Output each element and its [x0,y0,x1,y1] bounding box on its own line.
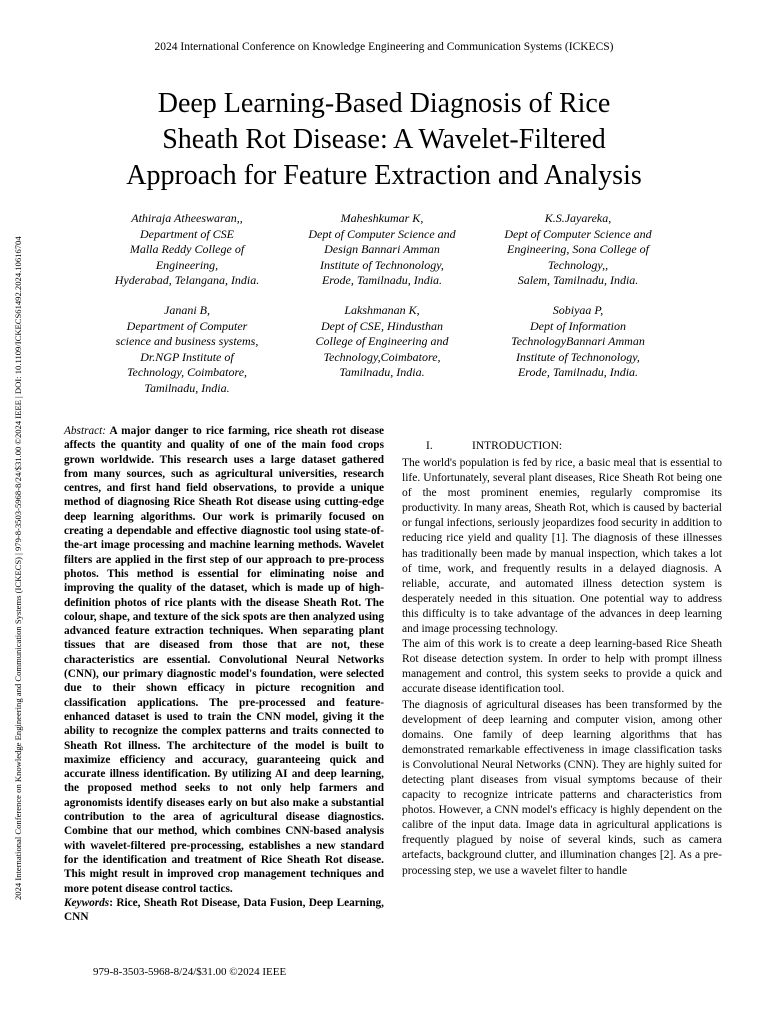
author-affiliation: Salem, Tamilnadu, India. [517,273,639,288]
author-affiliation: TechnologyBannari Amman [511,334,645,349]
abstract-text: A major danger to rice farming, rice sheath rot disease affects the quantity and quality of one of the main food crops grown worldwide. This research uses a large dataset gathered from many sources, such as agricultural universities, research centres, and first hand field observations, to provide a unique method of diagnosing Rice Sheath Rot disease using cutting-edge deep learning algorithms. Our work is primarily focused on creating a dependable and effective diagnostic tool using state-of-the-art image processing and machine learning methods. Wavelet filters are applied in the first step of our approach to pre-process photos. This method is essential for eliminating noise and improving the quality of the dataset, which is made up of high-definition photos of rice plants with the disease Sheath Rot. The colour, shape, and texture of the sick spots are then analyzed using advanced feature extraction techniques. When separating plant tissues that are diseased from those that are not, these characteristics are essential. Convolutional Neural Networks (CNN), our primary diagnostic model's foundation, were selected due to their shown efficacy in picture recognition and classification applications. The pre-processed and feature-enhanced dataset is used to train the CNN model, giving it the ability to recognize the complex patterns and traits connected to Sheath Rot illness. The architecture of the model is built to maximize efficiency and accuracy, guaranteeing quick and accurate illness identification. By utilizing AI and deep learning, the proposed method seeks to not only help farmers and agronomists identify diseases early on but also make a substantial contribution to the area of agricultural disease diagnostics. Combine that our method, which combines CNN-based analysis with wavelet-filtered pre-processing, establishes a new standard for the identification and treatment of Rice Sheath Rot disease. This might result in improved crop management techniques and more potent disease control tactics. [64,425,384,895]
author-affiliation: Technology,Coimbatore, [323,349,441,364]
author-affiliation: Tamilnadu, India. [144,380,230,395]
author-affiliation: Technology, Coimbatore, [126,365,248,380]
doi-strip-text: 2024 International Conference on Knowledge Engineering and Communication Systems (ICKECS) | 979-8-3503-5968-8/24/$31.00 ©2024 IEEE | DOI: 10.1109/ICKECS61492.2024.10616704 [13,236,23,900]
title-line: Sheath Rot Disease: A Wavelet-Filtered [162,124,606,155]
intro-paragraph: The diagnosis of agricultural diseases has been transformed by the development of deep learning and computer vision, among other domains. One family of deep learning algorithms that has demonstrated remarkable effectiveness in image classification tasks is Convolutional Neural Networks (CNN). They are highly suited for detecting plant diseases from visual symptoms because of their capacity to recognize intricate patterns and characteristics from photos. However, a CNN model's efficacy is highly dependent on the calibre of the input data. Image data in agricultural applications is frequently plagued by noise of several kinds, such as camera artefacts, background clutter, and illumination changes [2]. As a pre-processing step, we use a wavelet filter to handle [402,698,722,877]
author-name: Lakshmanan K, [344,303,420,317]
author-affiliation: Malla Reddy College of [129,242,245,257]
author-affiliation: Tamilnadu, India. [339,365,425,380]
author-affiliation: Technology,, [547,257,609,272]
author-name: Janani B, [164,303,210,317]
author-affiliation: Dept of Computer Science and [308,226,456,241]
author-affiliation: Erode, Tamilnadu, India. [517,365,639,380]
author-block [92,211,282,289]
author-block [483,303,673,381]
author-block [92,303,282,397]
conference-header: 2024 International Conference on Knowledge Engineering and Communication Systems (ICKECS) [154,41,614,53]
author-affiliation: Dept of CSE, Hindusthan [321,318,443,333]
author-block [287,211,477,289]
section-title: INTRODUCTION: [472,440,563,452]
author-affiliation: science and business systems, [115,334,259,349]
abstract-label: Abstract: [64,425,107,437]
intro-paragraph: The world's population is fed by rice, a basic meal that is essential to life. Unfortunately, several plant diseases, Rice Sheath Rot being one of the most prominent enemies, regularly compromise its productivity. In many areas, Sheath Rot, which is caused by bacterial or fungal infections, seriously jeopardizes food security in addition to reducing rice yield and quality [1]. The diagnosis of these illnesses has traditionally been made by manual inspection, which takes a lot of time, work, and frequently results in a delayed diagnosis. A reliable, accurate, and automated illness detection system is desperately needed in this situation. One potential way to address this difficulty is to take advantage of the advances in deep learning and image processing technology. [402,457,723,636]
author-affiliation: Engineering, Sona College of [507,242,649,257]
abstract [64,424,384,924]
author-name: Maheshkumar K, [340,211,424,225]
paper-title [40,86,728,194]
author-affiliation: Department of CSE [140,226,234,241]
author-name: Sobiyaa P, [552,303,604,317]
author-name: Athiraja Atheeswaran,, [131,211,243,225]
author-affiliation: Dr.NGP Institute of [140,349,234,364]
author-affiliation: Department of Computer [126,318,248,333]
author-affiliation: Erode, Tamilnadu, India. [321,273,443,288]
intro-paragraph: The aim of this work is to create a deep learning-based Rice Sheath Rot disease detection system. In order to help with prompt illness management and control, this system seeks to provide a quick and accurate disease identification tool. [402,638,722,696]
keywords-label: Keywords [64,896,110,909]
author-name: K.S.Jayareka, [544,211,612,225]
copyright-footer: 979-8-3503-5968-8/24/$31.00 ©2024 IEEE [93,966,287,978]
intro-body [402,456,722,879]
author-affiliation: Hyderabad, Telangana, India. [114,273,260,288]
author-block [287,303,477,381]
keywords-text: : Rice, Sheath Rot Disease, Data Fusion, Deep Learning, CNN [64,896,384,924]
title-line: Deep Learning-Based Diagnosis of Rice [157,88,611,119]
author-block [483,211,673,289]
section-number: I. [426,440,433,452]
author-affiliation: Institute of Technonology, [320,257,444,272]
title-line: Approach for Feature Extraction and Analysis [126,160,642,191]
author-affiliation: Dept of Computer Science and [504,226,652,241]
author-affiliation: Engineering, [155,257,219,272]
author-affiliation: Design Bannari Amman [324,242,440,257]
author-affiliation: College of Engineering and [315,334,449,349]
author-affiliation: Dept of Information [530,318,626,333]
author-affiliation: Institute of Technonology, [516,349,640,364]
